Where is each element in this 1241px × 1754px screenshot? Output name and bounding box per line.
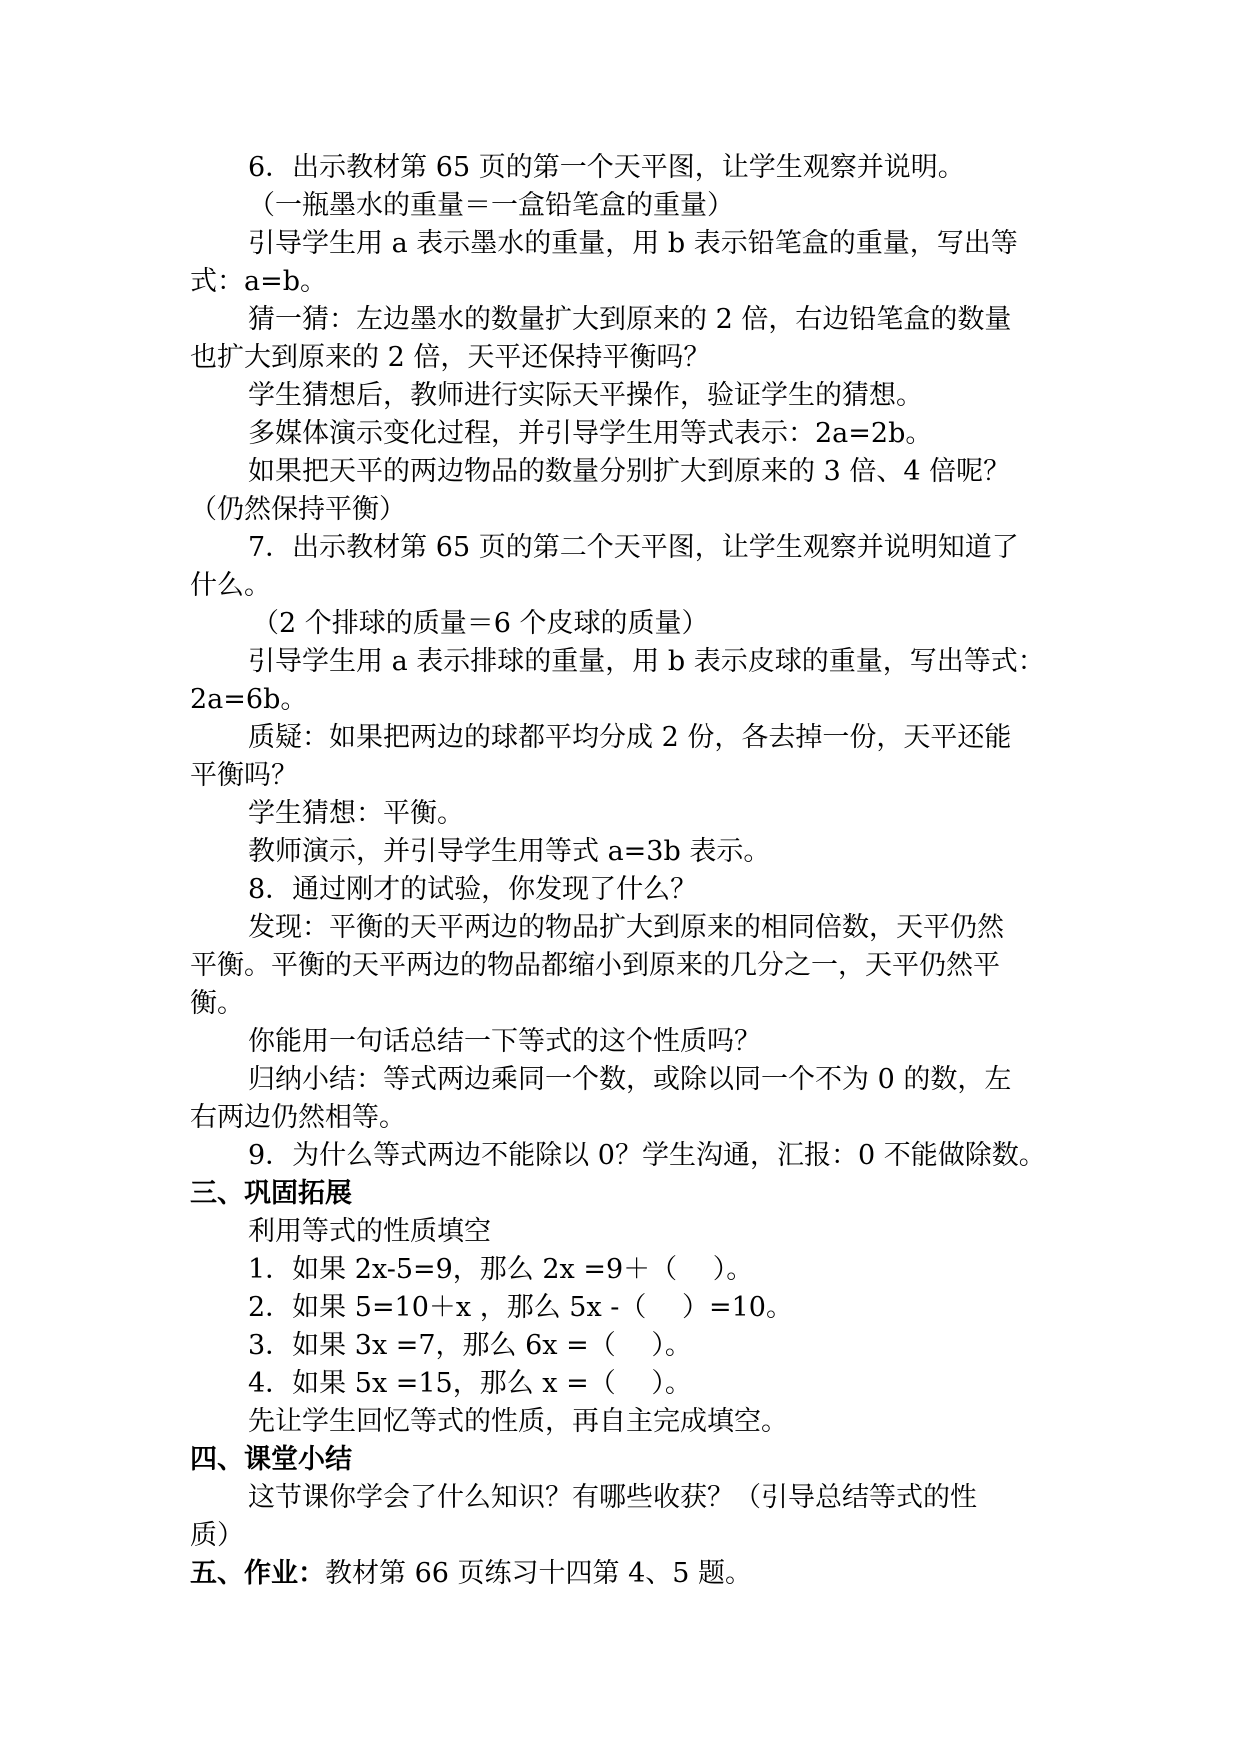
exercise-item: 2．如果 5=10＋x ，那么 5x -（ ）=10。 (248, 1292, 793, 1323)
text-line: 利用等式的性质填空 (248, 1216, 491, 1247)
text-line: 发现：平衡的天平两边的物品扩大到原来的相同倍数，天平仍然 (248, 912, 1004, 943)
text-line: 教师演示，并引导学生用等式 a=3b 表示。 (248, 836, 771, 867)
text-line: 质） (190, 1520, 244, 1551)
text-line: 右两边仍然相等。 (190, 1102, 406, 1133)
text-line: 多媒体演示变化过程，并引导学生用等式表示：2a=2b。 (248, 418, 933, 449)
exercise-item: 4．如果 5x =15，那么 x =（ ）。 (248, 1368, 692, 1399)
homework-text: 教材第 66 页练习十四第 4、5 题。 (325, 1558, 753, 1589)
text-line: （仍然保持平衡） (190, 494, 406, 525)
text-line: 2a=6b。 (190, 684, 308, 715)
text-line: （一瓶墨水的重量＝一盒铅笔盒的重量） (248, 190, 734, 221)
section-heading: 四、课堂小结 (190, 1444, 352, 1475)
text-line: 平衡吗？ (190, 760, 298, 791)
text-line: 学生猜想后，教师进行实际天平操作，验证学生的猜想。 (248, 380, 923, 411)
text-line: 也扩大到原来的 2 倍，天平还保持平衡吗？ (190, 342, 711, 373)
text-line: 归纳小结：等式两边乘同一个数，或除以同一个不为 0 的数，左 (248, 1064, 1012, 1095)
text-line: 先让学生回忆等式的性质，再自主完成填空。 (248, 1406, 788, 1437)
text-line: 猜一猜：左边墨水的数量扩大到原来的 2 倍，右边铅笔盒的数量 (248, 304, 1012, 335)
exercise-item: 3．如果 3x =7，那么 6x =（ ）。 (248, 1330, 692, 1361)
section-heading-label: 五、作业： (190, 1558, 325, 1589)
text-line: 平衡。平衡的天平两边的物品都缩小到原来的几分之一，天平仍然平 (190, 950, 1000, 981)
text-line: 引导学生用 a 表示排球的重量，用 b 表示皮球的重量，写出等式： (248, 646, 1045, 677)
text-line: 什么。 (190, 570, 271, 601)
section-heading: 三、巩固拓展 (190, 1178, 352, 1209)
text-line: 8．通过刚才的试验，你发现了什么？ (248, 874, 698, 905)
text-line: 如果把天平的两边物品的数量分别扩大到原来的 3 倍、4 倍呢？ (248, 456, 1011, 487)
text-line: 你能用一句话总结一下等式的这个性质吗？ (248, 1026, 761, 1057)
text-line: 式：a=b。 (190, 266, 328, 297)
text-line: 引导学生用 a 表示墨水的重量，用 b 表示铅笔盒的重量，写出等 (248, 228, 1018, 259)
section-heading (190, 1556, 752, 1592)
text-line: 衡。 (190, 988, 244, 1019)
text-line: 6．出示教材第 65 页的第一个天平图，让学生观察并说明。 (248, 152, 965, 183)
text-line: 9．为什么等式两边不能除以 0？学生沟通，汇报：0 不能做除数。 (248, 1140, 1046, 1171)
text-line: （2 个排球的质量＝6 个皮球的质量） (252, 608, 709, 639)
text-line: 7．出示教材第 65 页的第二个天平图，让学生观察并说明知道了 (248, 532, 1019, 563)
text-line: 质疑：如果把两边的球都平均分成 2 份，各去掉一份，天平还能 (248, 722, 1012, 753)
exercise-item: 1．如果 2x-5=9，那么 2x =9＋（ ）。 (248, 1254, 754, 1285)
text-line: 学生猜想：平衡。 (248, 798, 464, 829)
text-line: 这节课你学会了什么知识？有哪些收获？（引导总结等式的性 (248, 1482, 977, 1513)
